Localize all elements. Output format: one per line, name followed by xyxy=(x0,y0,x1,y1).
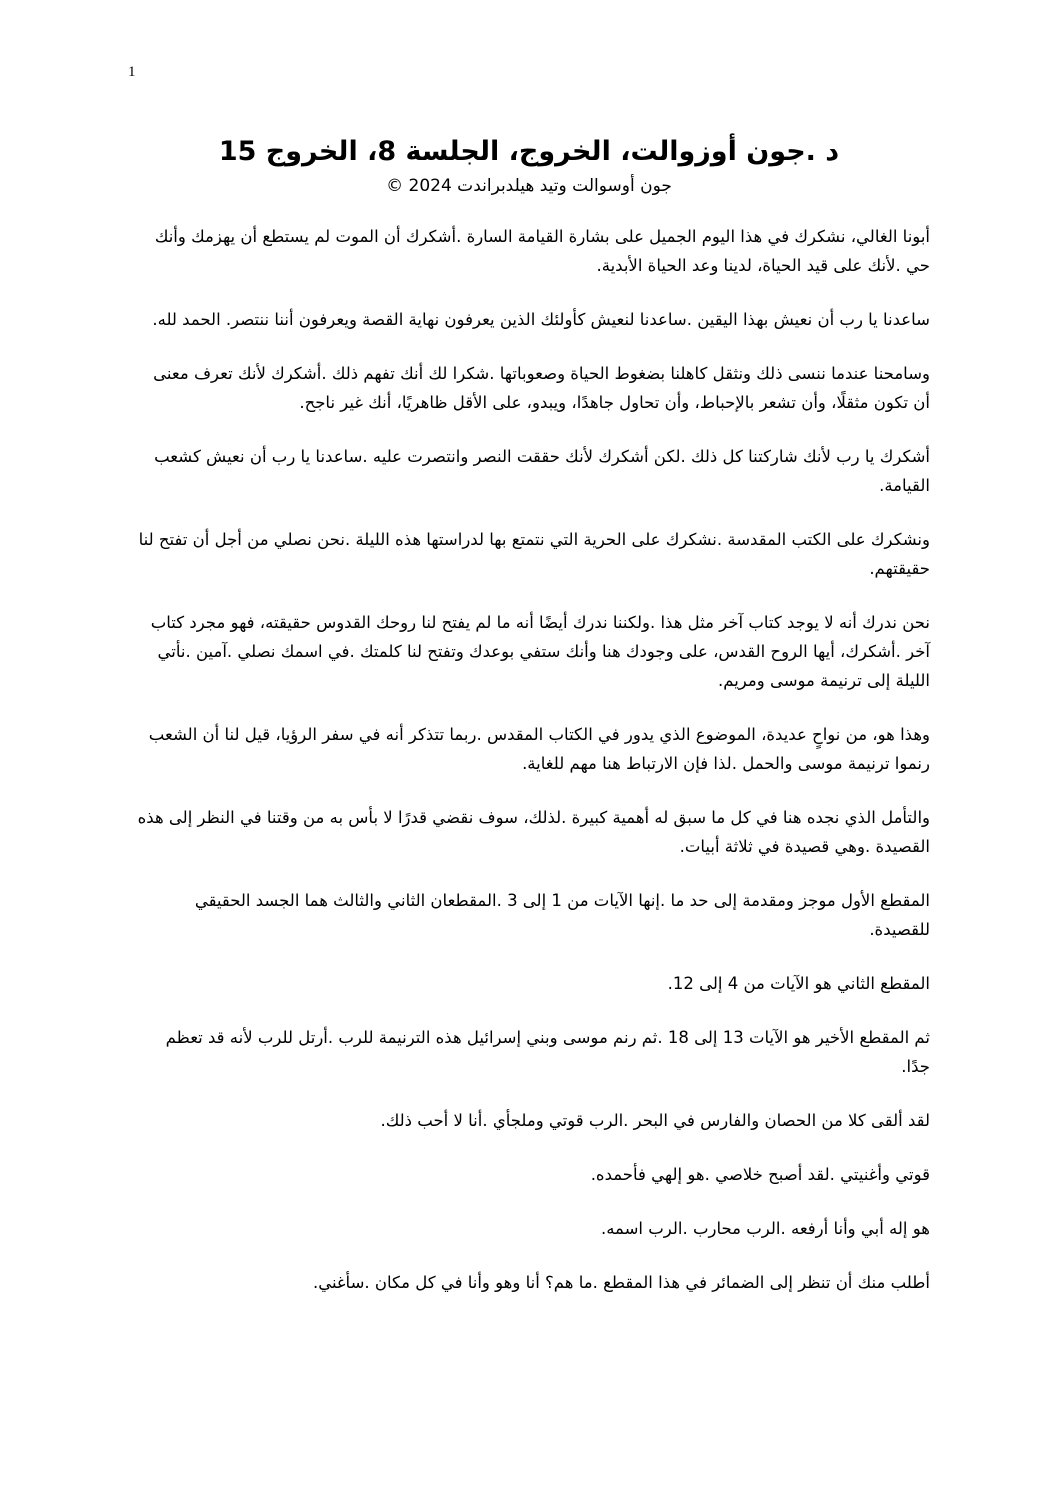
paragraph-5: ونشكرك على الكتب المقدسة .نشكرك على الحرية التي نتمتع بها لدراستها هذه الليلة .نحن نصلي من أجل أن تفتح لنا حقيقتهم. xyxy=(138,530,930,578)
paragraph-1: أبونا الغالي، نشكرك في هذا اليوم الجميل على بشارة القيامة السارة .أشكرك أن الموت لم يستطع أن يهزمك وأنك حي .لأنك على قيد الحياة، لدينا وعد الحياة الأبدية. xyxy=(154,227,930,275)
paragraph-2: ساعدنا يا رب أن نعيش بهذا اليقين .ساعدنا لنعيش كأولئك الذين يعرفون نهاية القصة ويعرفون أننا ننتصر. الحمد لله. xyxy=(152,310,930,329)
paragraph-7: وهذا هو، من نواحٍ عديدة، الموضوع الذي يدور في الكتاب المقدس .ربما تتذكر أنه في سفر الرؤيا، قيل لنا أن الشعب رنموا ترنيمة موسى والحمل .لذا فإن الارتباط هنا مهم للغاية. xyxy=(148,725,930,773)
copyright-line: جون أوسوالت وتيد هيلدبراندت 2024 © xyxy=(386,176,672,196)
paragraph-15: أطلب منك أن تنظر إلى الضمائر في هذا المقطع .ما هم؟ أنا وهو وأنا في كل مكان .سأغني. xyxy=(312,1273,930,1292)
paragraph-4: أشكرك يا رب لأنك شاركتنا كل ذلك .لكن أشكرك لأنك حققت النصر وانتصرت عليه .ساعدنا يا رب أن نعيش كشعب القيامة. xyxy=(154,447,930,495)
paragraph-9: المقطع الأول موجز ومقدمة إلى حد ما .إنها الآيات من 1 إلى 3 .المقطعان الثاني والثالث هما الجسد الحقيقي للقصيدة. xyxy=(194,891,930,939)
paragraph-6: نحن ندرك أنه لا يوجد كتاب آخر مثل هذا .ولكننا ندرك أيضًا أنه ما لم يفتح لنا روحك القدوس حقيقته، فهو مجرد كتاب آخر .أشكرك، أيها الروح القدس، على وجودك هنا وأنك ستفي بوعدك وتفتح لنا كلمتك .في اسمك نصلي .آمين .نأتي الليلة إلى ترنيمة موسى ومريم. xyxy=(150,613,930,690)
page-number: 1 xyxy=(128,64,136,80)
paragraph-3: وسامحنا عندما ننسى ذلك ونثقل كاهلنا بضغوط الحياة وصعوباتها .شكرا لك أنك تفهم ذلك .أشكرك لأنك تعرف معنى أن تكون مثقلًا، وأن تشعر بالإحباط، وأن تحاول جاهدًا، ويبدو، على الأقل ظاهريًا، أنك غير ناجح. xyxy=(153,364,930,412)
paragraph-13: قوتي وأغنيتي .لقد أصبح خلاصي .هو إلهي فأحمده. xyxy=(590,1165,930,1184)
paragraph-8: والتأمل الذي نجده هنا في كل ما سبق له أهمية كبيرة .لذلك، سوف نقضي قدرًا لا بأس به من وقتنا في النظر إلى هذه القصيدة .وهي قصيدة في ثلاثة أبيات. xyxy=(137,808,930,856)
paragraph-12: لقد ألقى كلا من الحصان والفارس في البحر .الرب قوتي وملجأي .أنا لا أحب ذلك. xyxy=(380,1111,930,1130)
paragraph-14: هو إله أبي وأنا أرفعه .الرب محارب .الرب اسمه. xyxy=(600,1219,930,1238)
paragraph-10: المقطع الثاني هو الآيات من 4 إلى 12. xyxy=(667,974,930,993)
page-title: د .جون أوزوالت، الخروج، الجلسة 8، الخروج 15 xyxy=(218,136,840,167)
document-body xyxy=(135,222,930,1322)
paragraph-11: ثم المقطع الأخير هو الآيات 13 إلى 18 .ثم رنم موسى وبني إسرائيل هذه الترنيمة للرب .أرتل للرب لأنه قد تعظم جدًا. xyxy=(165,1028,930,1076)
